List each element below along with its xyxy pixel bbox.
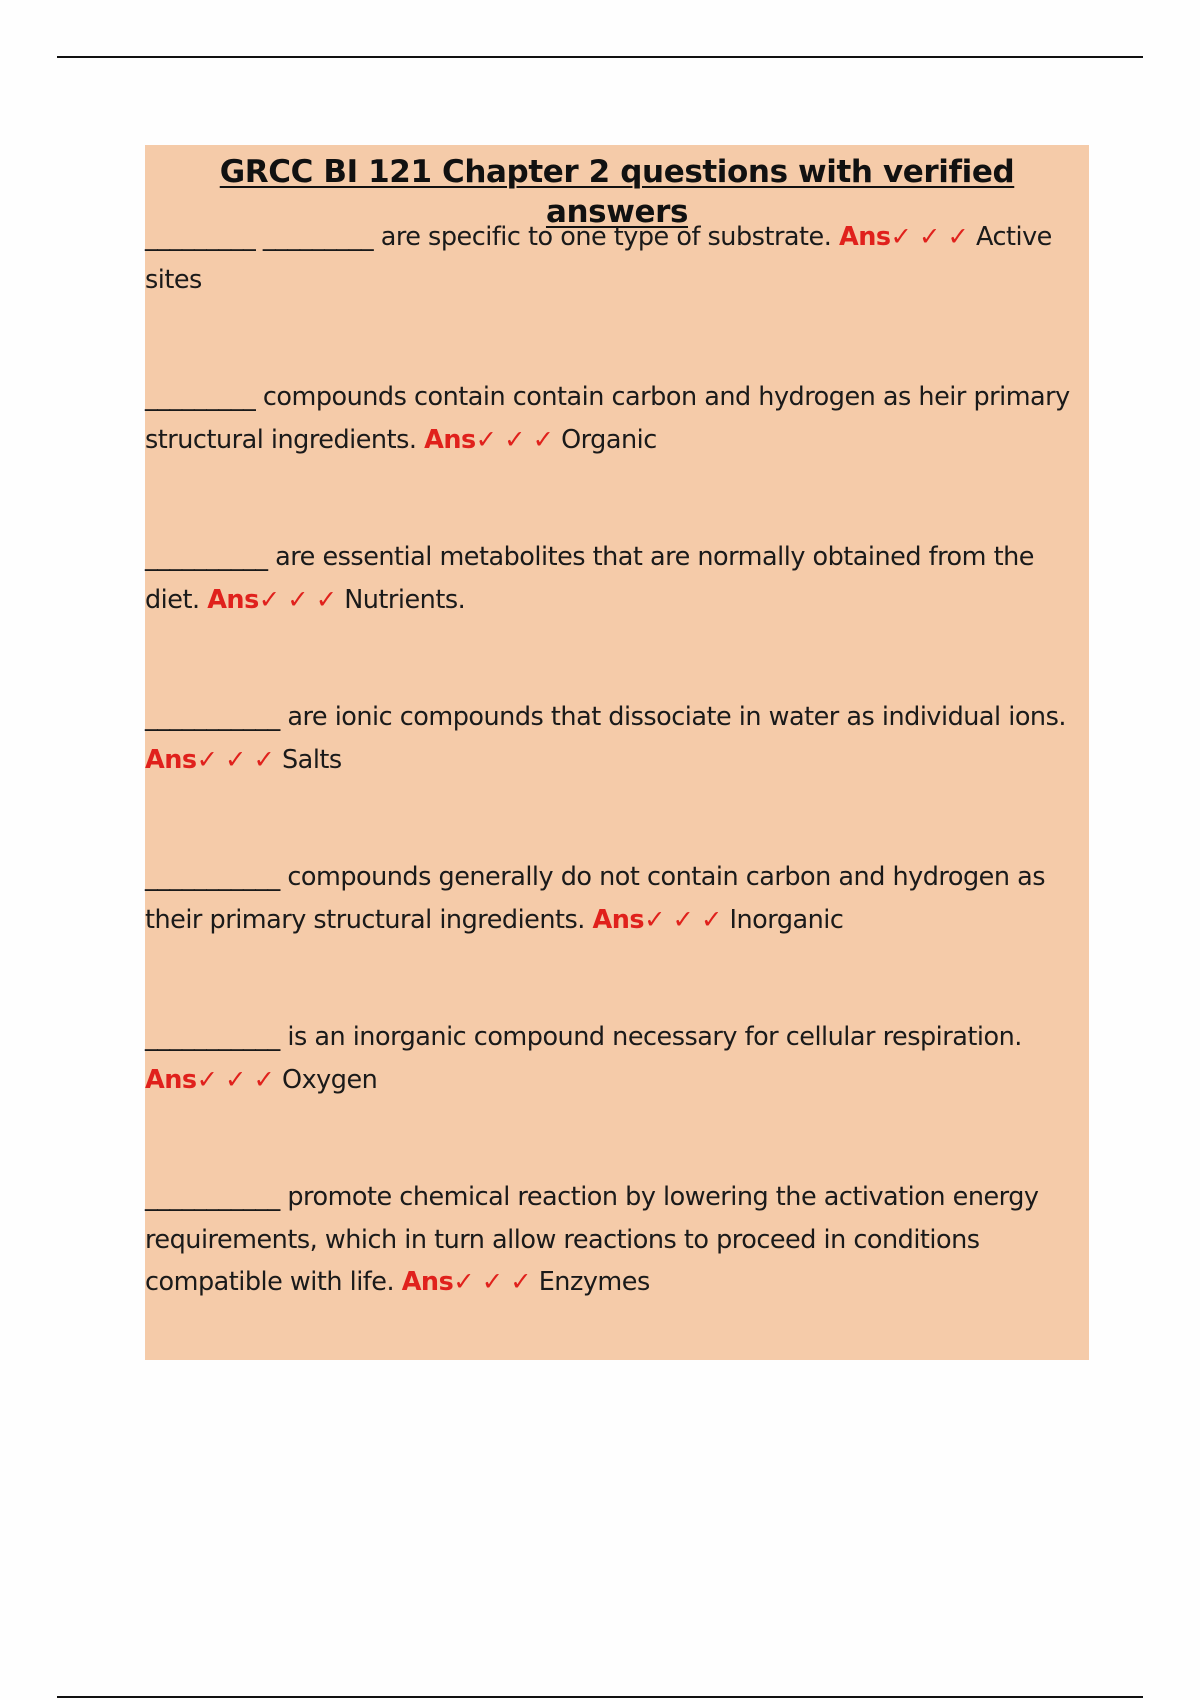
question-prompt: __________ are essential metabolites that are normally obtained from the diet. [145, 542, 1034, 615]
question-item-4 [145, 696, 1089, 781]
answer-label: Ans [207, 584, 259, 615]
question-prompt: ___________ compounds generally do not contain carbon and hydrogen as their primary structural ingredients. [145, 862, 1046, 935]
answer-text: Nutrients. [344, 584, 466, 615]
document-title: GRCC BI 121 Chapter 2 questions with verified answers [219, 154, 1015, 230]
answer-text: Inorganic [729, 904, 844, 935]
check-marks-icon: ✓ ✓ ✓ [196, 1064, 275, 1095]
content-panel [145, 145, 1089, 1360]
check-marks-icon: ✓ ✓ ✓ [644, 904, 722, 935]
answer-label: Ans [838, 222, 891, 252]
question-item-6 [145, 1016, 1089, 1101]
check-marks-icon: ✓ ✓ ✓ [258, 584, 337, 615]
question-prompt: ___________ are ionic compounds that dissociate in water as individual ions. [145, 702, 1066, 732]
answer-text: Oxygen [282, 1064, 378, 1095]
answer-label: Ans [145, 1064, 197, 1095]
question-item-2 [145, 376, 1089, 461]
answer-text: Enzymes [538, 1267, 650, 1297]
check-marks-icon: ✓ ✓ ✓ [890, 222, 969, 252]
question-prompt: _________ _________ are specific to one type of substrate. [145, 222, 832, 252]
footer-rule [57, 1696, 1143, 1698]
answer-label: Ans [145, 744, 197, 775]
question-item-7 [145, 1176, 1089, 1304]
question-prompt: _________ compounds contain contain carbon and hydrogen as heir primary structural ingredients. [145, 382, 1070, 455]
check-marks-icon: ✓ ✓ ✓ [475, 424, 554, 455]
question-item-3 [145, 536, 1089, 621]
answer-label: Ans [424, 424, 476, 455]
answer-text: Salts [282, 744, 342, 775]
answer-label: Ans [592, 904, 645, 935]
header-rule [57, 56, 1143, 58]
question-prompt: ___________ is an inorganic compound necessary for cellular respiration. [145, 1022, 1022, 1052]
answer-text: Organic [561, 424, 657, 455]
question-item-5 [145, 856, 1089, 941]
question-item-1 [145, 216, 1089, 301]
question-prompt: ___________ promote chemical reaction by lowering the activation energy requirements, which in turn allow reactions to proceed in conditions compatible with life. [145, 1182, 1039, 1297]
check-marks-icon: ✓ ✓ ✓ [453, 1267, 532, 1297]
check-marks-icon: ✓ ✓ ✓ [196, 744, 275, 775]
answer-label: Ans [401, 1267, 454, 1297]
answer-text: Active sites [145, 222, 1052, 295]
